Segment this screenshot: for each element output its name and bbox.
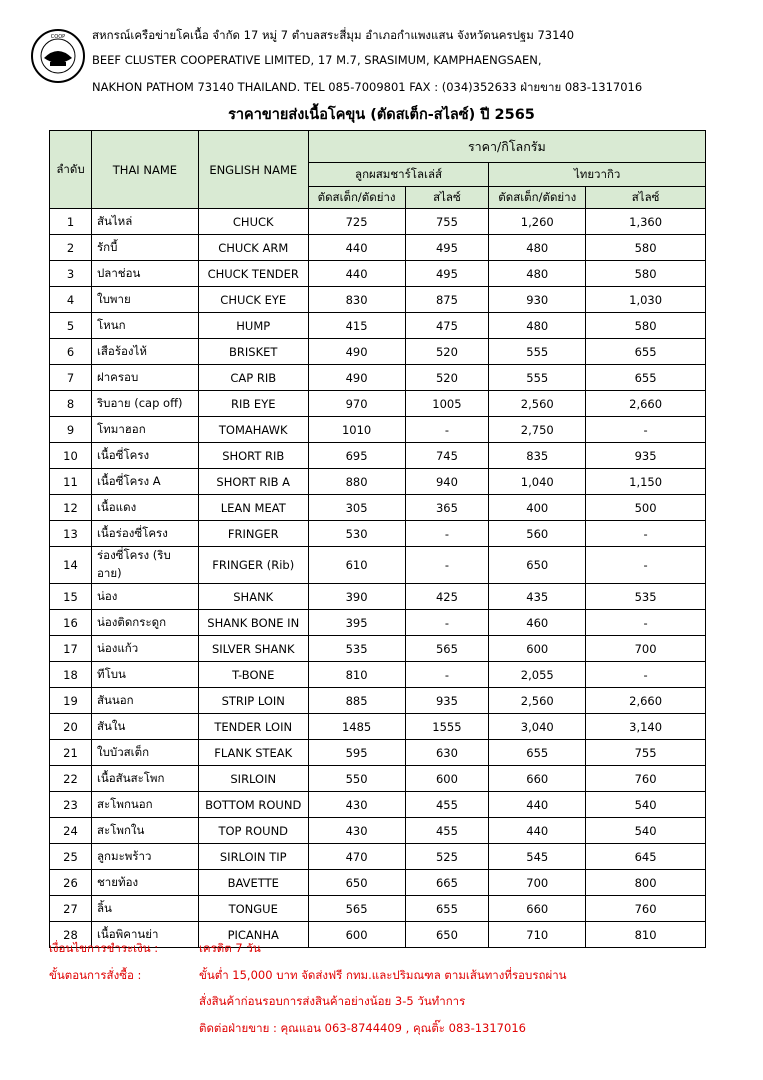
- charolais-steak-price: 490: [308, 339, 405, 365]
- english-name-cell: SILVER SHANK: [198, 636, 308, 662]
- charolais-steak-price: 650: [308, 870, 405, 896]
- table-row: [50, 365, 706, 391]
- wagyu-steak-price: 1,040: [489, 469, 586, 495]
- wagyu-steak-price: 660: [489, 766, 586, 792]
- column-header-thai-name: THAI NAME: [91, 131, 198, 209]
- wagyu-steak-price: 460: [489, 610, 586, 636]
- wagyu-steak-price: 710: [489, 922, 586, 948]
- order-lead-time-text: สั่งสินค้าก่อนรอบการส่งสินค้าอย่างน้อย 3-5 วันทำการ: [199, 994, 466, 1008]
- english-name-cell: HUMP: [198, 313, 308, 339]
- row-number: 19: [50, 688, 92, 714]
- charolais-slice-price: 655: [405, 896, 489, 922]
- english-name-cell: FRINGER: [198, 521, 308, 547]
- charolais-steak-price: 885: [308, 688, 405, 714]
- wagyu-slice-price: 755: [586, 740, 706, 766]
- row-number: 24: [50, 818, 92, 844]
- charolais-slice-price: 495: [405, 261, 489, 287]
- row-number: 7: [50, 365, 92, 391]
- thai-name-cell: เนื้อพิคานย่า: [91, 922, 198, 948]
- table-row: [50, 870, 706, 896]
- charolais-slice-price: 495: [405, 235, 489, 261]
- charolais-steak-price: 535: [308, 636, 405, 662]
- row-number: 20: [50, 714, 92, 740]
- charolais-slice-price: 455: [405, 818, 489, 844]
- thai-name-cell: สะโพกใน: [91, 818, 198, 844]
- english-name-cell: T-BONE: [198, 662, 308, 688]
- thai-name-cell: น่องแก้ว: [91, 636, 198, 662]
- group-header-thai-wagyu: ไทยวากิว: [489, 163, 706, 187]
- thai-name-cell: เนื้อสันสะโพก: [91, 766, 198, 792]
- thai-name-cell: สะโพกนอก: [91, 792, 198, 818]
- row-number: 21: [50, 740, 92, 766]
- subheader-charolais-steak: ตัดสเต็ก/ตัดย่าง: [308, 187, 405, 209]
- table-row: [50, 766, 706, 792]
- charolais-steak-price: 880: [308, 469, 405, 495]
- thai-name-cell: ใบบัวสเต็ก: [91, 740, 198, 766]
- thai-name-cell: สันไหล่: [91, 209, 198, 235]
- wagyu-steak-price: 835: [489, 443, 586, 469]
- price-table-body: [50, 209, 706, 948]
- charolais-slice-price: 475: [405, 313, 489, 339]
- wagyu-steak-price: 2,750: [489, 417, 586, 443]
- row-number: 14: [50, 547, 92, 584]
- english-name-cell: CAP RIB: [198, 365, 308, 391]
- charolais-steak-price: 430: [308, 818, 405, 844]
- charolais-steak-price: 415: [308, 313, 405, 339]
- row-number: 28: [50, 922, 92, 948]
- table-row: [50, 740, 706, 766]
- letterhead: [30, 22, 740, 112]
- wagyu-slice-price: 1,150: [586, 469, 706, 495]
- wagyu-steak-price: 555: [489, 339, 586, 365]
- charolais-steak-price: 490: [308, 365, 405, 391]
- subheader-charolais-slice: สไลซ์: [405, 187, 489, 209]
- charolais-steak-price: 430: [308, 792, 405, 818]
- table-row: [50, 688, 706, 714]
- thai-name-cell: ชายท้อง: [91, 870, 198, 896]
- thai-name-cell: ปลาช่อน: [91, 261, 198, 287]
- thai-name-cell: สันใน: [91, 714, 198, 740]
- charolais-slice-price: 630: [405, 740, 489, 766]
- wagyu-steak-price: 545: [489, 844, 586, 870]
- wagyu-steak-price: 2,560: [489, 391, 586, 417]
- wagyu-slice-price: -: [586, 417, 706, 443]
- wagyu-slice-price: 580: [586, 235, 706, 261]
- thai-name-cell: โหนก: [91, 313, 198, 339]
- english-name-cell: TOMAHAWK: [198, 417, 308, 443]
- cooperative-logo: [30, 28, 86, 84]
- table-row: [50, 521, 706, 547]
- wagyu-steak-price: 440: [489, 792, 586, 818]
- coop-name-english: BEEF CLUSTER COOPERATIVE LIMITED, 17 M.7, SRASIMUM, KAMPHAENGSAEN,: [92, 53, 542, 67]
- wagyu-slice-price: 535: [586, 584, 706, 610]
- row-number: 18: [50, 662, 92, 688]
- table-row: [50, 469, 706, 495]
- column-header-number: ลำดับ: [50, 131, 92, 209]
- document-title: ราคาขายส่งเนื้อโคขุน (ตัดสเต็ก-สไลซ์) ปี 2565: [228, 107, 535, 123]
- sales-contact-text: ติดต่อฝ่ายขาย : คุณแอน 063-8744409 , คุณติ๊ะ 083-1317016: [199, 1021, 526, 1035]
- charolais-slice-price: 565: [405, 636, 489, 662]
- wagyu-slice-price: 700: [586, 636, 706, 662]
- subheader-wagyu-slice: สไลซ์: [586, 187, 706, 209]
- wagyu-slice-price: 540: [586, 818, 706, 844]
- english-name-cell: LEAN MEAT: [198, 495, 308, 521]
- charolais-steak-price: 810: [308, 662, 405, 688]
- charolais-steak-price: 305: [308, 495, 405, 521]
- row-number: 13: [50, 521, 92, 547]
- charolais-slice-price: 525: [405, 844, 489, 870]
- thai-name-cell: เนื้อร่องซี่โครง: [91, 521, 198, 547]
- row-number: 22: [50, 766, 92, 792]
- english-name-cell: FRINGER (Rib): [198, 547, 308, 584]
- charolais-steak-price: 550: [308, 766, 405, 792]
- english-name-cell: SHANK: [198, 584, 308, 610]
- wagyu-slice-price: 3,140: [586, 714, 706, 740]
- charolais-slice-price: 1005: [405, 391, 489, 417]
- row-number: 11: [50, 469, 92, 495]
- thai-name-cell: เสือร้องไห้: [91, 339, 198, 365]
- thai-name-cell: รักบี้: [91, 235, 198, 261]
- thai-name-cell: เนื้อซี่โครง A: [91, 469, 198, 495]
- table-row: [50, 896, 706, 922]
- english-name-cell: SHORT RIB A: [198, 469, 308, 495]
- table-row: [50, 714, 706, 740]
- wagyu-slice-price: 2,660: [586, 391, 706, 417]
- row-number: 16: [50, 610, 92, 636]
- table-row: [50, 391, 706, 417]
- row-number: 8: [50, 391, 92, 417]
- table-row: [50, 287, 706, 313]
- charolais-steak-price: 830: [308, 287, 405, 313]
- english-name-cell: CHUCK ARM: [198, 235, 308, 261]
- charolais-steak-price: 440: [308, 261, 405, 287]
- charolais-slice-price: 520: [405, 365, 489, 391]
- wagyu-slice-price: -: [586, 662, 706, 688]
- wagyu-slice-price: 655: [586, 339, 706, 365]
- price-table: [49, 130, 706, 948]
- wagyu-slice-price: -: [586, 610, 706, 636]
- english-name-cell: SIRLOIN TIP: [198, 844, 308, 870]
- row-number: 3: [50, 261, 92, 287]
- english-name-cell: BRISKET: [198, 339, 308, 365]
- row-number: 9: [50, 417, 92, 443]
- column-header-price-per-kg: ราคา/กิโลกรัม: [308, 131, 705, 163]
- table-row: [50, 235, 706, 261]
- charolais-slice-price: 935: [405, 688, 489, 714]
- wagyu-slice-price: 760: [586, 766, 706, 792]
- wagyu-steak-price: 655: [489, 740, 586, 766]
- charolais-slice-price: 745: [405, 443, 489, 469]
- wagyu-steak-price: 435: [489, 584, 586, 610]
- wagyu-slice-price: 1,030: [586, 287, 706, 313]
- wagyu-slice-price: 1,360: [586, 209, 706, 235]
- english-name-cell: RIB EYE: [198, 391, 308, 417]
- wagyu-slice-price: 540: [586, 792, 706, 818]
- thai-name-cell: ใบพาย: [91, 287, 198, 313]
- english-name-cell: BAVETTE: [198, 870, 308, 896]
- row-number: 6: [50, 339, 92, 365]
- table-row: [50, 547, 706, 584]
- table-row: [50, 844, 706, 870]
- wagyu-steak-price: 700: [489, 870, 586, 896]
- thai-name-cell: ร่องซี่โครง (ริบอาย): [91, 547, 198, 584]
- english-name-cell: TONGUE: [198, 896, 308, 922]
- charolais-steak-price: 390: [308, 584, 405, 610]
- charolais-steak-price: 1010: [308, 417, 405, 443]
- charolais-steak-price: 565: [308, 896, 405, 922]
- wagyu-steak-price: 2,055: [489, 662, 586, 688]
- row-number: 12: [50, 495, 92, 521]
- wagyu-slice-price: 810: [586, 922, 706, 948]
- thai-name-cell: ลูกมะพร้าว: [91, 844, 198, 870]
- wagyu-steak-price: 930: [489, 287, 586, 313]
- thai-name-cell: ลิ้น: [91, 896, 198, 922]
- english-name-cell: CHUCK EYE: [198, 287, 308, 313]
- charolais-steak-price: 470: [308, 844, 405, 870]
- table-row: [50, 417, 706, 443]
- english-name-cell: BOTTOM ROUND: [198, 792, 308, 818]
- thai-name-cell: ริบอาย (cap off): [91, 391, 198, 417]
- coop-name-thai: สหกรณ์เครือข่ายโคเนื้อ จำกัด 17 หมู่ 7 ตำบลสระสี่มุม อำเภอกำแพงแสน จังหวัดนครปฐม 73140: [92, 28, 575, 42]
- table-row: [50, 662, 706, 688]
- english-name-cell: SHANK BONE IN: [198, 610, 308, 636]
- thai-name-cell: น่อง: [91, 584, 198, 610]
- thai-name-cell: เนื้อแดง: [91, 495, 198, 521]
- row-number: 27: [50, 896, 92, 922]
- charolais-slice-price: 365: [405, 495, 489, 521]
- charolais-slice-price: -: [405, 417, 489, 443]
- wagyu-slice-price: 500: [586, 495, 706, 521]
- thai-name-cell: น่องติดกระดูก: [91, 610, 198, 636]
- charolais-slice-price: 755: [405, 209, 489, 235]
- wagyu-steak-price: 560: [489, 521, 586, 547]
- table-row: [50, 209, 706, 235]
- table-row: [50, 792, 706, 818]
- table-row: [50, 443, 706, 469]
- wagyu-steak-price: 555: [489, 365, 586, 391]
- english-name-cell: TOP ROUND: [198, 818, 308, 844]
- row-number: 25: [50, 844, 92, 870]
- table-row: [50, 339, 706, 365]
- table-row: [50, 495, 706, 521]
- wagyu-steak-price: 1,260: [489, 209, 586, 235]
- payment-terms-label: เงื่อนไขการชำระเงิน :: [49, 941, 159, 955]
- row-number: 4: [50, 287, 92, 313]
- english-name-cell: SHORT RIB: [198, 443, 308, 469]
- charolais-steak-price: 600: [308, 922, 405, 948]
- payment-terms-value: เครดิต 7 วัน: [199, 941, 261, 955]
- english-name-cell: STRIP LOIN: [198, 688, 308, 714]
- wagyu-steak-price: 3,040: [489, 714, 586, 740]
- charolais-steak-price: 970: [308, 391, 405, 417]
- charolais-slice-price: 520: [405, 339, 489, 365]
- subheader-wagyu-steak: ตัดสเต็ก/ตัดย่าง: [489, 187, 586, 209]
- table-row: [50, 584, 706, 610]
- charolais-slice-price: -: [405, 547, 489, 584]
- charolais-slice-price: 600: [405, 766, 489, 792]
- charolais-steak-price: 395: [308, 610, 405, 636]
- wagyu-steak-price: 600: [489, 636, 586, 662]
- english-name-cell: CHUCK: [198, 209, 308, 235]
- thai-name-cell: ฝาครอบ: [91, 365, 198, 391]
- wagyu-slice-price: -: [586, 547, 706, 584]
- charolais-slice-price: -: [405, 662, 489, 688]
- wagyu-steak-price: 480: [489, 313, 586, 339]
- row-number: 23: [50, 792, 92, 818]
- row-number: 1: [50, 209, 92, 235]
- charolais-steak-price: 695: [308, 443, 405, 469]
- row-number: 10: [50, 443, 92, 469]
- wagyu-slice-price: 2,660: [586, 688, 706, 714]
- wagyu-slice-price: 645: [586, 844, 706, 870]
- charolais-steak-price: 530: [308, 521, 405, 547]
- row-number: 17: [50, 636, 92, 662]
- thai-name-cell: โทมาฮอก: [91, 417, 198, 443]
- wagyu-slice-price: 580: [586, 261, 706, 287]
- row-number: 15: [50, 584, 92, 610]
- charolais-slice-price: 455: [405, 792, 489, 818]
- wagyu-steak-price: 650: [489, 547, 586, 584]
- row-number: 2: [50, 235, 92, 261]
- charolais-slice-price: 665: [405, 870, 489, 896]
- wagyu-slice-price: -: [586, 521, 706, 547]
- thai-name-cell: สันนอก: [91, 688, 198, 714]
- english-name-cell: TENDER LOIN: [198, 714, 308, 740]
- table-row: [50, 818, 706, 844]
- svg-text:COOP: COOP: [50, 34, 66, 40]
- order-procedure-label: ขั้นตอนการสั่งซื้อ :: [49, 968, 142, 982]
- table-row: [50, 610, 706, 636]
- charolais-steak-price: 440: [308, 235, 405, 261]
- english-name-cell: CHUCK TENDER: [198, 261, 308, 287]
- charolais-steak-price: 595: [308, 740, 405, 766]
- wagyu-steak-price: 2,560: [489, 688, 586, 714]
- charolais-slice-price: 1555: [405, 714, 489, 740]
- charolais-slice-price: -: [405, 610, 489, 636]
- wagyu-steak-price: 480: [489, 261, 586, 287]
- wagyu-slice-price: 935: [586, 443, 706, 469]
- table-row: [50, 313, 706, 339]
- english-name-cell: SIRLOIN: [198, 766, 308, 792]
- wagyu-slice-price: 655: [586, 365, 706, 391]
- column-header-english-name: ENGLISH NAME: [198, 131, 308, 209]
- charolais-steak-price: 725: [308, 209, 405, 235]
- group-header-charolais: ลูกผสมชาร์โลเล่ส์: [308, 163, 489, 187]
- table-row: [50, 636, 706, 662]
- thai-name-cell: ทีโบน: [91, 662, 198, 688]
- order-minimum-text: ขั้นต่ำ 15,000 บาท จัดส่งฟรี กทม.และปริมณฑล ตามเส้นทางที่รอบรถผ่าน: [199, 968, 567, 982]
- charolais-slice-price: 425: [405, 584, 489, 610]
- wagyu-slice-price: 800: [586, 870, 706, 896]
- charolais-slice-price: 875: [405, 287, 489, 313]
- wagyu-slice-price: 760: [586, 896, 706, 922]
- row-number: 5: [50, 313, 92, 339]
- charolais-steak-price: 610: [308, 547, 405, 584]
- charolais-slice-price: 940: [405, 469, 489, 495]
- wagyu-slice-price: 580: [586, 313, 706, 339]
- wagyu-steak-price: 440: [489, 818, 586, 844]
- wagyu-steak-price: 480: [489, 235, 586, 261]
- thai-name-cell: เนื้อซี่โครง: [91, 443, 198, 469]
- english-name-cell: FLANK STEAK: [198, 740, 308, 766]
- table-row: [50, 261, 706, 287]
- row-number: 26: [50, 870, 92, 896]
- coop-contact-line: NAKHON PATHOM 73140 THAILAND. TEL 085-7009801 FAX : (034)352633 ฝ่ายขาย 083-1317016: [92, 80, 643, 94]
- english-name-cell: PICANHA: [198, 922, 308, 948]
- charolais-slice-price: -: [405, 521, 489, 547]
- charolais-slice-price: 650: [405, 922, 489, 948]
- wagyu-steak-price: 400: [489, 495, 586, 521]
- charolais-steak-price: 1485: [308, 714, 405, 740]
- wagyu-steak-price: 660: [489, 896, 586, 922]
